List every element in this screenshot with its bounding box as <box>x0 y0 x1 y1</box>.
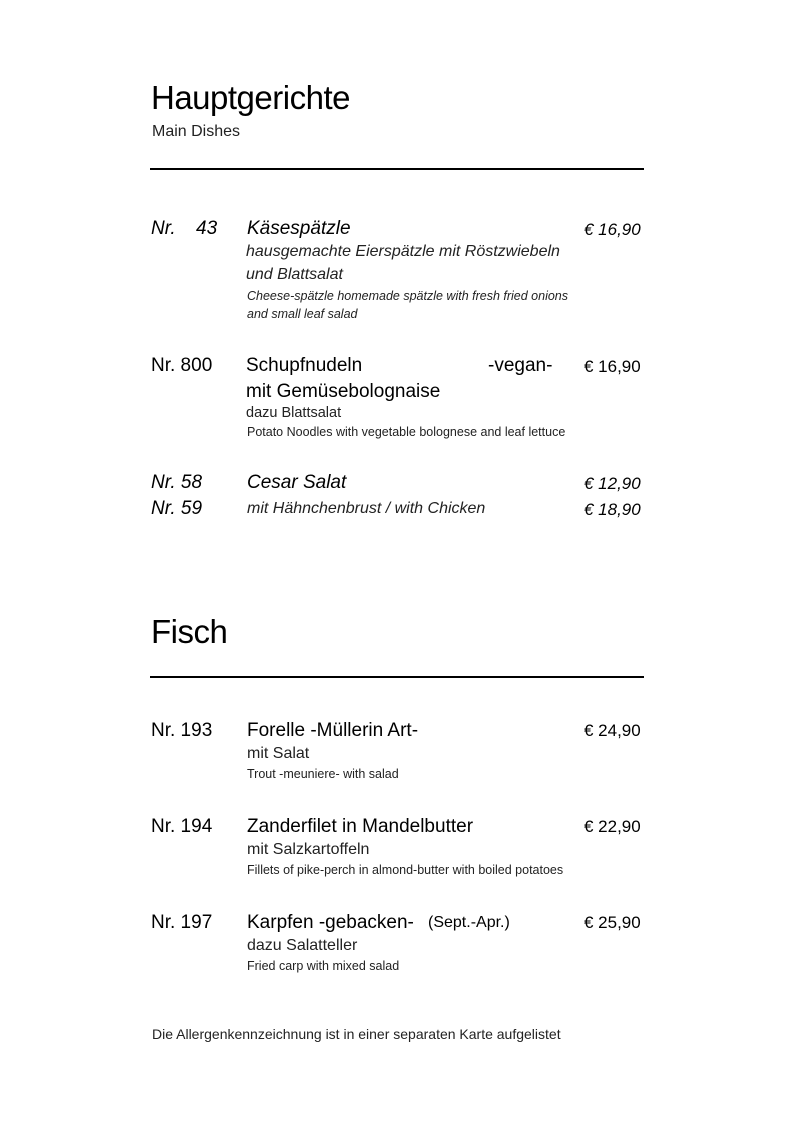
item-english-description: Trout -meuniere- with salad <box>247 767 399 781</box>
item-number: 43 <box>196 218 218 239</box>
item-price: € 16,90 <box>584 220 641 239</box>
item-price: € 25,90 <box>584 913 641 932</box>
item-price: € 24,90 <box>584 721 641 740</box>
item-name: Käsespätzle <box>247 218 351 239</box>
divider-fish <box>150 676 644 678</box>
item-name: mit Hähnchenbrust / with Chicken <box>247 500 486 517</box>
item-number: Nr. 194 <box>151 816 213 837</box>
item-name: Cesar Salat <box>247 472 347 493</box>
vegan-tag: -vegan- <box>488 355 553 376</box>
item-price: € 16,90 <box>584 357 641 376</box>
item-price: € 12,90 <box>584 474 641 493</box>
item-description: dazu Blattsalat <box>246 405 342 421</box>
item-number: Nr. 58 <box>151 472 203 493</box>
item-description: dazu Salatteller <box>247 937 358 954</box>
allergen-note: Die Allergenkennzeichnung ist in einer separaten Karte aufgelistet <box>152 1026 561 1042</box>
item-description: mit Salat <box>247 745 310 762</box>
divider-main <box>150 168 644 170</box>
item-number: Nr. 59 <box>151 498 203 519</box>
season-note: (Sept.-Apr.) <box>428 914 510 931</box>
item-name-line2: mit Gemüsebolognaise <box>246 381 441 402</box>
item-price: € 18,90 <box>584 500 641 519</box>
item-number: Nr. 197 <box>151 912 213 933</box>
section-subtitle-main: Main Dishes <box>152 123 241 140</box>
item-english-description: Cheese-spätzle homemade spätzle with fresh fried onions <box>247 289 569 303</box>
item-number: Nr. 193 <box>151 720 213 741</box>
item-english-description: Potato Noodles with vegetable bolognese and leaf lettuce <box>247 425 566 439</box>
item-name: Zanderfilet in Mandelbutter <box>247 816 474 837</box>
item-price: € 22,90 <box>584 817 641 836</box>
item-description: mit Salzkartoffeln <box>247 841 370 858</box>
section-title-fish: Fisch <box>151 613 228 650</box>
item-name: Karpfen -gebacken- <box>247 912 414 933</box>
item-name: Schupfnudeln <box>246 355 363 376</box>
section-title-main: Hauptgerichte <box>151 79 350 116</box>
item-number: Nr. 800 <box>151 355 213 376</box>
item-name: Forelle -Müllerin Art- <box>247 720 419 741</box>
item-english-description: and small leaf salad <box>247 307 358 321</box>
item-english-description: Fillets of pike-perch in almond-butter with boiled potatoes <box>247 863 564 877</box>
item-english-description: Fried carp with mixed salad <box>247 959 400 973</box>
item-description: hausgemachte Eierspätzle mit Röstzwiebeln <box>246 243 560 260</box>
item-description: und Blattsalat <box>246 266 343 283</box>
item-number-label: Nr. <box>151 218 176 239</box>
